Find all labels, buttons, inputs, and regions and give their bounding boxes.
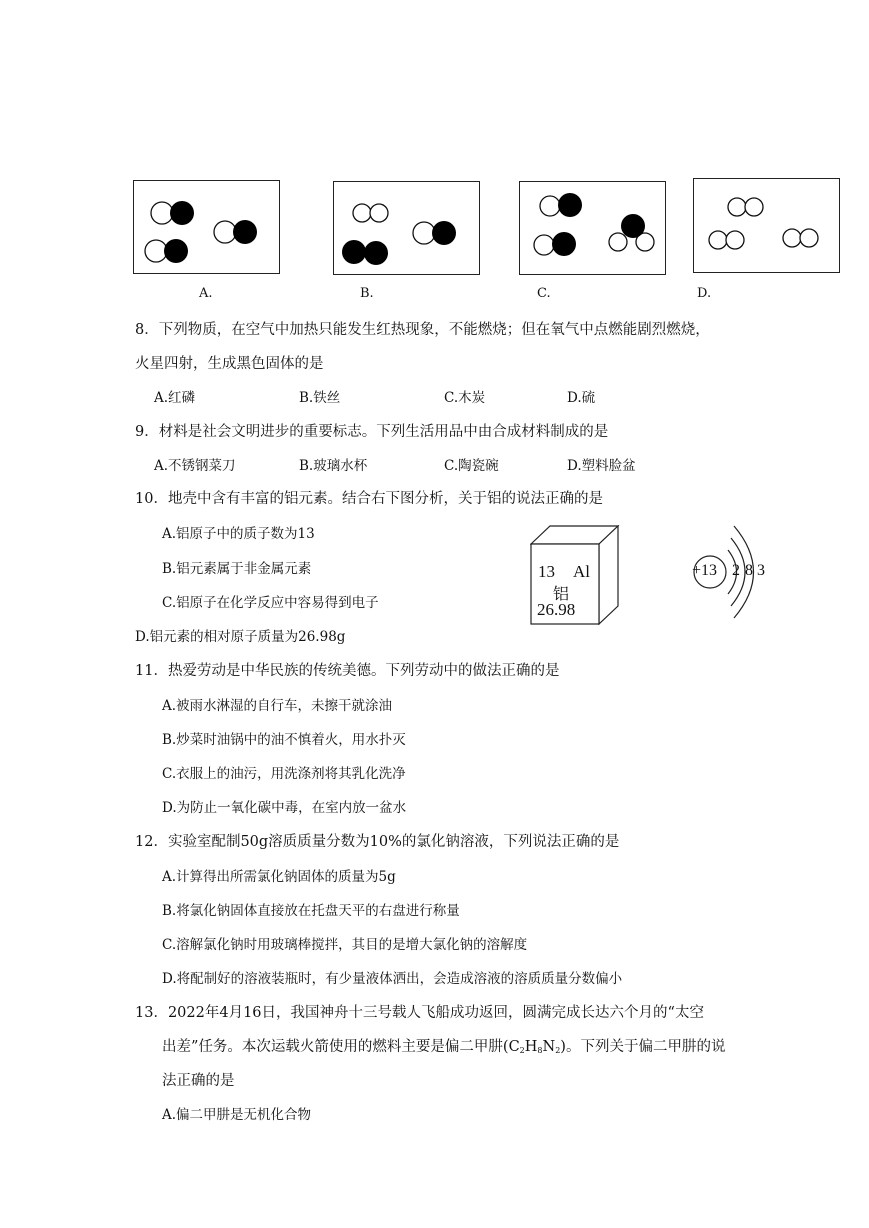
molecule-diagram-c <box>520 182 665 274</box>
molecule-diagram-b <box>334 182 479 274</box>
question-13-line-3: 法正确的是 <box>162 1073 235 1089</box>
atom-shell-2-electrons: 8 <box>745 562 753 579</box>
diagram-label-b: B. <box>360 286 374 301</box>
q10-option-a: A.铝原子中的质子数为13 <box>162 526 315 542</box>
q8-option-d: D.硫 <box>567 390 596 406</box>
element-name: 铝 <box>553 584 570 603</box>
element-atomic-number: 13 <box>538 562 555 581</box>
element-symbol: Al <box>573 562 590 581</box>
atom-shell-1-electrons: 2 <box>732 562 740 579</box>
q10-option-d: D.铝元素的相对原子质量为26.98g <box>135 629 346 645</box>
q9-option-b: B.玻璃水杯 <box>299 458 368 474</box>
q13-line-2-post: )。下列关于偏二甲肼的说 <box>560 1039 726 1055</box>
q12-option-a: A.计算得出所需氯化钠固体的质量为5g <box>162 869 396 885</box>
formula-n: N <box>542 1039 556 1055</box>
molecule-diagram-d <box>694 179 839 272</box>
q11-option-c: C.衣服上的油污，用洗涤剂将其乳化洗净 <box>162 766 406 782</box>
q13-line-2-pre: 出差”任务。本次运载火箭使用的燃料主要是偏二甲肼(C <box>162 1039 520 1055</box>
atom-structure-diagram <box>690 520 780 630</box>
question-10-stem: 10．地壳中含有丰富的铝元素。结合右下图分析，关于铝的说法正确的是 <box>135 491 603 507</box>
question-8-line-2: 火星四射，生成黑色固体的是 <box>135 356 324 372</box>
question-13-line-1: 13．2022年4月16日，我国神舟十三号载人飞船成功返回，圆满完成长达六个月的“太空 <box>135 1005 704 1021</box>
diagram-label-a: A. <box>199 286 213 301</box>
q11-option-a: A.被雨水淋湿的自行车，未擦干就涂油 <box>162 698 393 714</box>
formula-c-count: 2 <box>519 1046 525 1055</box>
q13-option-a: A.偏二甲肼是无机化合物 <box>162 1107 312 1123</box>
diagram-box-c <box>519 181 666 275</box>
question-13-line-2 <box>162 1035 725 1056</box>
diagram-label-d: D. <box>697 286 712 301</box>
atom-shell-3-electrons: 3 <box>757 562 765 579</box>
question-12-stem: 12．实验室配制50g溶质质量分数为10%的氯化钠溶液，下列说法正确的是 <box>135 834 620 850</box>
diagram-box-b <box>333 181 480 275</box>
q9-option-a: A.不锈钢菜刀 <box>154 458 236 474</box>
diagram-label-c: C. <box>537 286 551 301</box>
q8-option-a: A.红磷 <box>154 390 196 406</box>
q11-option-d: D.为防止一氧化碳中毒，在室内放一盆水 <box>162 800 407 816</box>
diagram-box-d <box>693 178 840 273</box>
formula-h: H <box>524 1039 538 1055</box>
q12-option-b: B.将氯化钠固体直接放在托盘天平的右盘进行称量 <box>162 903 460 919</box>
q9-option-d: D.塑料脸盆 <box>567 458 636 474</box>
question-9-stem: 9．材料是社会文明进步的重要标志。下列生活用品中由合成材料制成的是 <box>135 424 609 440</box>
q8-option-b: B.铁丝 <box>299 390 341 406</box>
formula-n-count: 2 <box>555 1046 561 1055</box>
q9-option-c: C.陶瓷碗 <box>444 458 499 474</box>
q11-option-b: B.炒菜时油锅中的油不慎着火，用水扑灭 <box>162 732 406 748</box>
q12-option-d: D.将配制好的溶液装瓶时，有少量液体洒出，会造成溶液的溶质质量分数偏小 <box>162 971 623 987</box>
element-atomic-mass: 26.98 <box>537 600 576 619</box>
q10-option-b: B.铝元素属于非金属元素 <box>162 561 312 577</box>
q10-option-c: C.铝原子在化学反应中容易得到电子 <box>162 595 379 611</box>
question-11-stem: 11．热爱劳动是中华民族的传统美德。下列劳动中的做法正确的是 <box>135 663 560 679</box>
q8-option-c: C.木炭 <box>444 390 486 406</box>
molecule-diagram-a <box>134 181 279 273</box>
atom-nucleus-charge: +13 <box>692 562 718 579</box>
diagram-box-a <box>133 180 280 274</box>
question-8-line-1: 8．下列物质，在空气中加热只能发生红热现象，不能燃烧；但在氧气中点燃能剧烈燃烧， <box>135 322 710 338</box>
periodic-table-cell <box>530 525 620 625</box>
formula-h-count: 8 <box>537 1046 543 1055</box>
q12-option-c: C.溶解氯化钠时用玻璃棒搅拌，其目的是增大氯化钠的溶解度 <box>162 937 528 953</box>
